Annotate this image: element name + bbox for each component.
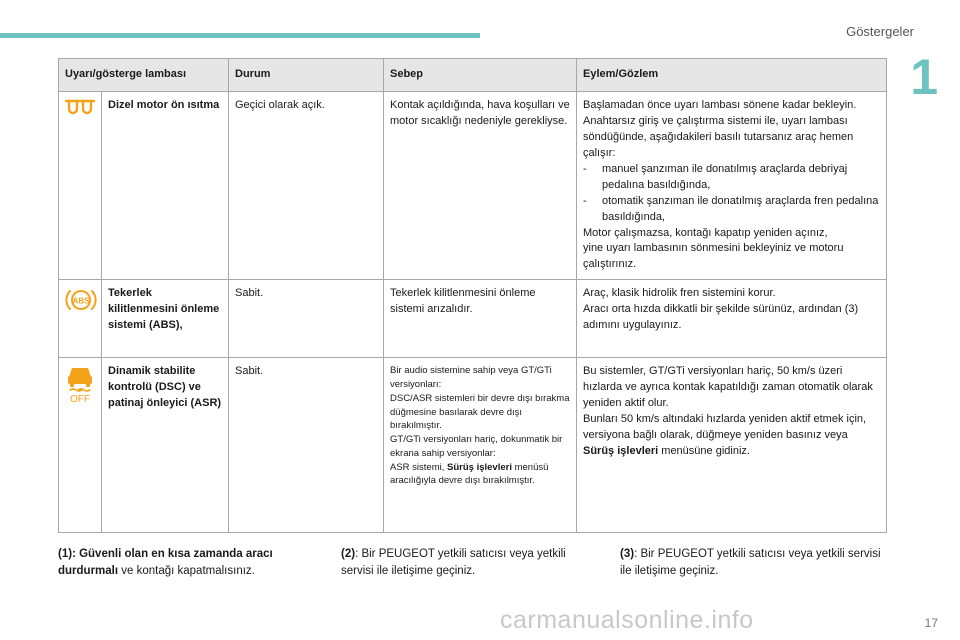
action-list [583,162,880,226]
cause-text: menüsü aracılığıyla devre dışı bırakılmıştır. [390,461,549,487]
warning-lamp-table [58,58,887,533]
table-row [59,92,887,280]
footnote-text: : Bir PEUGEOT yetkili satıcısı veya yetkili servisi ile iletişime geçiniz. [341,548,566,578]
lamp-action [577,92,887,280]
footnote-text: ve kontağı kapatmalısınız. [118,565,255,578]
lamp-status: Geçici olarak açık. [229,92,384,280]
lamp-status: Sabit. [229,358,384,533]
esc-off-icon [65,364,95,404]
lamp-cause: Tekerlek kilitlenmesini önleme sistemi arızalıdır. [384,280,577,358]
lamp-name: Dinamik stabilite kontrolü (DSC) ve patinaj önleyici (ASR) [102,358,229,533]
cause-line: DSC/ASR sistemleri bir devre dışı bırakma düğmesine basılarak devre dışı bırakılmıştır. [390,392,570,432]
action-line [583,412,880,460]
chapter-number: 1 [910,49,938,105]
list-item: - otomatik şanzıman ile donatılmış araçlarda fren pedalına basıldığında, [583,194,880,226]
abs-icon [65,286,97,314]
action-line: Araç, klasik hidrolik fren sistemini korur. [583,287,776,300]
action-text: Bunları 50 km/s altındaki hızlarda yeniden aktif etmek için, versiyona bağlı olarak, düğmeye yeniden basınız veya [583,413,867,442]
lamp-action [577,280,887,358]
footnote-bold-text: : Güvenli olan en kısa zamanda aracı durdurmalı [58,548,273,578]
action-line: Bu sistemler, GT/GTi versiyonları hariç, 50 km/s üzeri hızlarda ve ayrıca kontak kapatıldığı zaman otomatik olarak yeniden aktif olur. [583,365,873,410]
lamp-status: Sabit. [229,280,384,358]
footnote-marker: (2) [341,548,356,560]
footnote-3 [620,546,886,581]
column-header-lamp: Uyarı/gösterge lambası [59,59,229,92]
footnote-1 [58,546,308,581]
cause-text: ASR sistemi, [390,461,448,473]
icon-cell [59,92,102,280]
menu-name: Sürüş işlevleri [447,461,512,473]
footnote-text: : Bir PEUGEOT yetkili satıcısı veya yetkili servisi ile iletişime geçiniz. [620,548,881,578]
watermark: carmanualsonline.info [500,606,754,634]
footnote-2 [341,546,596,581]
footnote-marker: (1) [58,548,73,560]
column-header-action: Eylem/Gözlem [577,59,887,92]
icon-cell [59,280,102,358]
esc-off-label: OFF [70,394,90,405]
lamp-cause [384,358,577,533]
cause-line: Bir audio sistemine sahip veya GT/GTi versiyonları: [390,365,552,391]
section-title: Göstergeler [846,24,914,39]
column-header-status: Durum [229,59,384,92]
page-number: 17 [924,616,938,630]
glow-plug-icon [65,98,95,120]
table-row [59,358,887,533]
abs-icon-label: ABS [72,296,90,306]
action-text: menüsüne gidiniz. [658,445,750,457]
cause-line [390,461,570,489]
lamp-cause: Kontak açıldığında, hava koşulları ve motor sıcaklığı nedeniyle gerekliyse. [384,92,577,280]
table-row [59,280,887,358]
menu-name: Sürüş işlevleri [583,445,659,457]
table-header-row [59,59,887,92]
icon-cell [59,358,102,533]
action-outro: Motor çalışmazsa, kontağı kapatıp yeniden açınız, [583,226,828,239]
lamp-action [577,358,887,533]
action-outro: yine uyarı lambasının sönmesini bekleyiniz ve motoru çalıştırınız. [583,242,844,271]
header-accent-bar [0,33,480,38]
lamp-name: Tekerlek kilitlenmesini önleme sistemi (ABS), [102,280,229,358]
action-text: Anahtarsız giriş ve çalıştırma sistemi ile, uyarı lambası söndüğünde, aşağıdakileri basılı tutarsanız araç hemen çalışır: [583,114,854,159]
lamp-name: Dizel motor ön ısıtma [102,92,229,280]
cause-line: GT/GTi versiyonları hariç, dokunmatik bir ekrana sahip versiyonlar: [390,434,563,459]
column-header-cause: Sebep [384,59,577,92]
list-item: - manuel şanzıman ile donatılmış araçlarda debriyaj pedalına basıldığında, [583,162,880,194]
action-line: Aracı orta hızda dikkatli bir şekilde sürünüz, ardından (3) adımını uygulayınız. [583,303,859,332]
action-intro: Başlamadan önce uyarı lambası sönene kadar bekleyin. [583,99,857,111]
footnote-marker: (3) [620,548,635,560]
